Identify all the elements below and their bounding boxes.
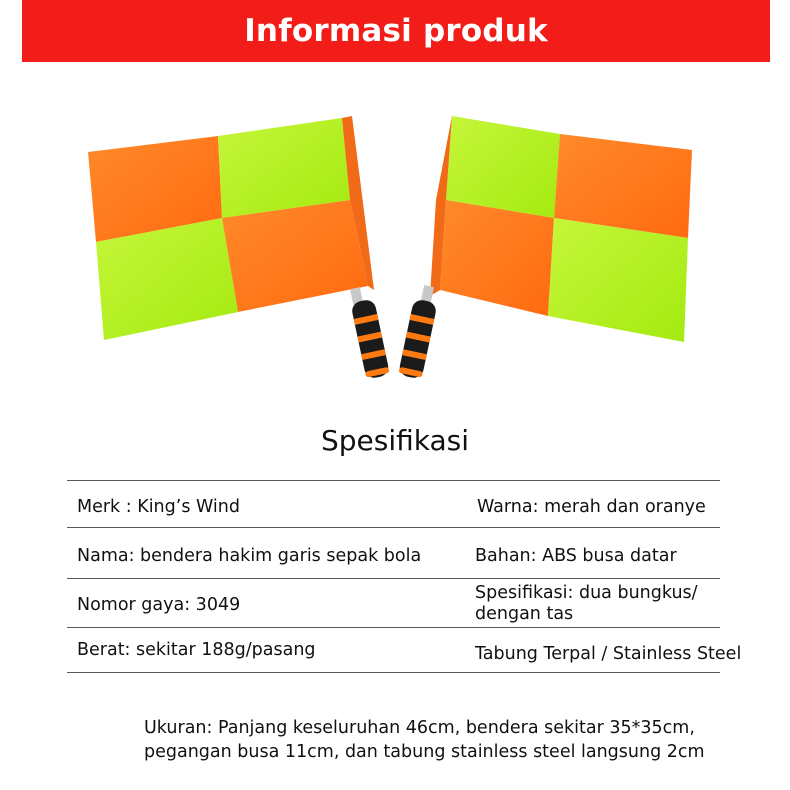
table-divider xyxy=(67,527,720,528)
spec-title: Spesifikasi xyxy=(320,424,470,457)
spec-color: Warna: merah dan oranye xyxy=(477,497,706,517)
table-divider xyxy=(67,672,720,673)
spec-brand: Merk : King’s Wind xyxy=(77,497,240,517)
referee-flags-icon xyxy=(0,62,790,412)
table-divider xyxy=(67,578,720,579)
spec-weight: Berat: sekitar 188g/pasang xyxy=(77,640,316,660)
left-flag xyxy=(88,116,390,380)
spec-material: Bahan: ABS busa datar xyxy=(475,546,677,566)
spec-size-line-1: Ukuran: Panjang keseluruhan 46cm, bendera sekitar 35*35cm, xyxy=(144,718,695,738)
spec-size-line-2: pegangan busa 11cm, dan tabung stainless steel langsung 2cm xyxy=(144,742,705,762)
spec-size xyxy=(144,716,784,764)
spec-tube: Tabung Terpal / Stainless Steel xyxy=(475,644,742,664)
spec-packaging: Spesifikasi: dua bungkus/ dengan tas xyxy=(475,583,698,624)
spec-name: Nama: bendera hakim garis sepak bola xyxy=(77,546,422,566)
header-banner xyxy=(22,0,770,62)
spec-style-number: Nomor gaya: 3049 xyxy=(77,595,241,615)
header-title: Informasi produk xyxy=(244,13,548,49)
right-flag xyxy=(398,116,692,380)
table-divider xyxy=(67,480,720,481)
table-divider xyxy=(67,627,720,628)
